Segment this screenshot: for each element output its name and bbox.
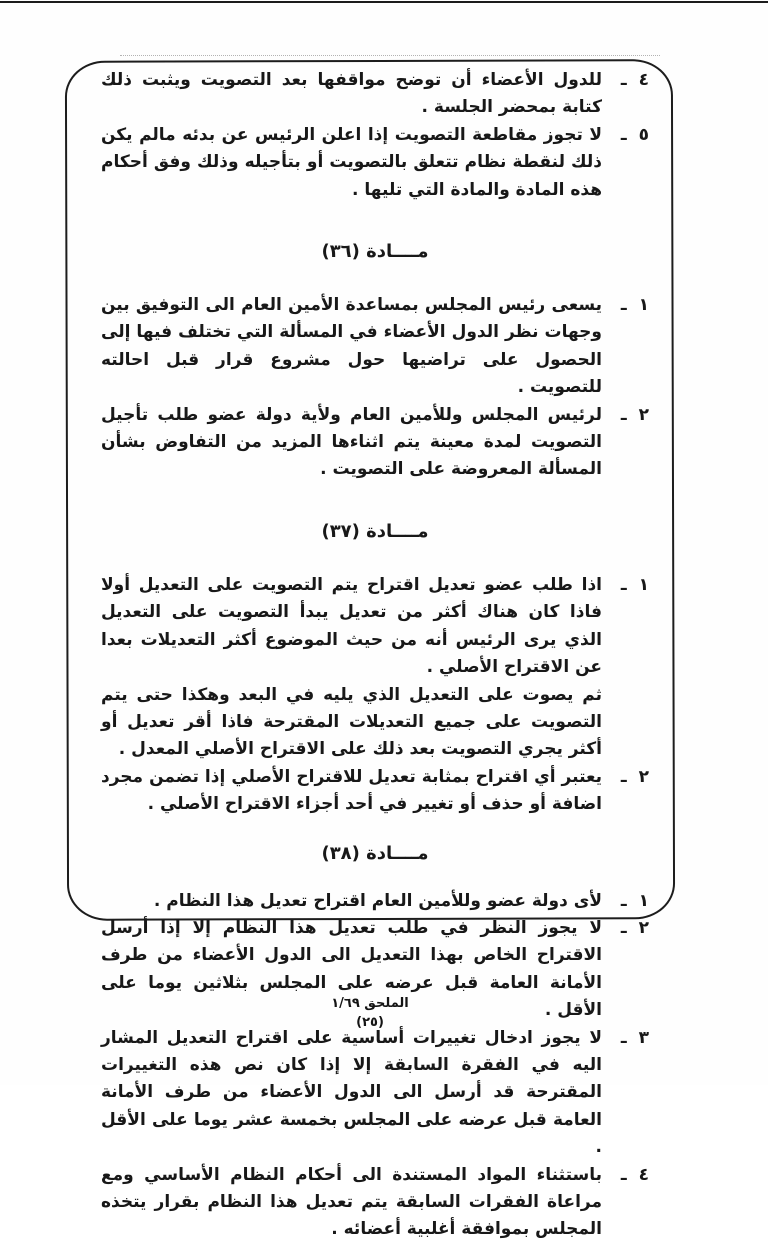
intro-clause-list xyxy=(101,67,649,204)
clause-item-3 xyxy=(101,1025,649,1162)
clause-number: ٢ ـ xyxy=(620,766,649,787)
article-38-section xyxy=(101,840,649,1244)
article-37-clauses xyxy=(101,572,649,819)
article-38-title: مــــادة (٣٨) xyxy=(321,842,429,864)
clause-item-2 xyxy=(101,402,649,484)
clause-text: للدول الأعضاء أن توضح مواقفها بعد التصويت ويثبت ذلك كتابة بمحضر الجلسة . xyxy=(101,70,602,118)
clause-number: ٣ ـ xyxy=(620,1027,649,1048)
clause-number: ١ ـ xyxy=(620,574,649,595)
document-content xyxy=(101,67,649,1244)
page-number: (٢٥) xyxy=(356,1015,384,1030)
clause-number: ٢ ـ xyxy=(620,917,649,938)
clause-text: لا يجوز النظر في طلب تعديل هذا النظام إلا إذا أرسل الاقتراح الخاص بهذا التعديل الى الدول الأعضاء من طرف الأمانة العامة قبل عرضه على المجلس بثلاثين يوما على الأقل . xyxy=(101,917,602,1021)
article-36-section xyxy=(101,238,649,484)
clause-paragraph: اذا طلب عضو تعديل اقتراح يتم التصويت على التعديل أولا فاذا كان هناك أكثر من تعديل يبدأ التصويت على التعديل الذي يرى الرئيس أنه من حيث الموضوع أكثر التعديلات بعدا عن الاقتراح الأصلي . xyxy=(101,574,602,678)
clause-item-2 xyxy=(101,764,649,819)
article-36-title: مــــادة (٣٦) xyxy=(321,241,429,263)
clause-paragraph-continuation: ثم يصوت على التعديل الذي يليه في البعد وهكذا حتى يتم التصويت على جميع التعديلات المقترحة فاذا أقر تعديل أو أكثر يجري التصويت بعد ذلك على الاقتراح الأصلي المعدل . xyxy=(101,684,602,760)
clause-text: يسعى رئيس المجلس بمساعدة الأمين العام الى التوفيق بين وجهات نظر الدول الأعضاء في المسألة التي تختلف فيها إلى الحصول على تراضيها حول مشروع قرار قبل احالته للتصويت . xyxy=(101,295,602,398)
article-38-clauses xyxy=(101,888,649,1244)
annex-label: الملحق ١/٦٩ xyxy=(331,996,409,1011)
scan-edge-artifact xyxy=(0,1,768,3)
clause-text: يعتبر أي اقتراح بمثابة تعديل للاقتراح الأصلي إذا تضمن مجرد اضافة أو حذف أو تغيير في أحد أجزاء الاقتراح الأصلي . xyxy=(101,766,602,815)
article-36-clauses xyxy=(101,292,649,484)
clause-text: باستثناء المواد المستندة الى أحكام النظام الأساسي ومع مراعاة الفقرات السابقة يتم تعديل هذا النظام بقرار يتخذه المجلس بموافقة أغلبية أعضائه . xyxy=(101,1164,602,1240)
clause-item-1 xyxy=(101,572,649,764)
clause-number: ١ ـ xyxy=(620,295,649,316)
clause-text: لرئيس المجلس وللأمين العام ولأية دولة عضو طلب تأجيل التصويت لمدة معينة يتم اثناءها المزيد من التفاوض بشأن المسألة المعروضة على التصويت . xyxy=(101,404,602,480)
clause-item-1 xyxy=(101,888,649,915)
clause-item-4 xyxy=(101,1162,649,1244)
scan-dotted-artifact xyxy=(120,55,660,56)
clause-number: ٢ ـ xyxy=(620,404,649,425)
clause-number: ٤ ـ xyxy=(620,70,649,90)
clause-text: لا تجوز مقاطعة التصويت إذا اعلن الرئيس عن بدئه مالم يكن ذلك لنقطة نظام تتعلق بالتصويت أو بتأجيله وذلك وفق أحكام هذه المادة والمادة التي تليها . xyxy=(101,124,602,200)
clause-item-5 xyxy=(101,122,649,204)
clause-text: لأى دولة عضو وللأمين العام اقتراح تعديل هذا النظام . xyxy=(153,890,602,911)
article-37-section xyxy=(101,518,649,819)
clause-number: ٥ ـ xyxy=(620,124,649,145)
article-37-title: مــــادة (٣٧) xyxy=(321,520,429,542)
clause-text xyxy=(101,572,602,764)
clause-text: لا يجوز ادخال تغييرات أساسية على اقتراح التعديل المشار اليه في الفقرة السابقة إلا إذا كان نص هذه التغييرات المقترحة قد أرسل الى الدول الأعضاء من طرف الأمانة العامة قبل عرضه على المجلس بخمسة عشر يوما على الأقل . xyxy=(101,1027,602,1158)
page-footer xyxy=(66,994,674,1032)
clause-number: ٤ ـ xyxy=(620,1164,649,1185)
clause-item-4 xyxy=(101,67,649,122)
clause-number: ١ ـ xyxy=(620,890,649,911)
clause-item-1 xyxy=(101,292,649,402)
